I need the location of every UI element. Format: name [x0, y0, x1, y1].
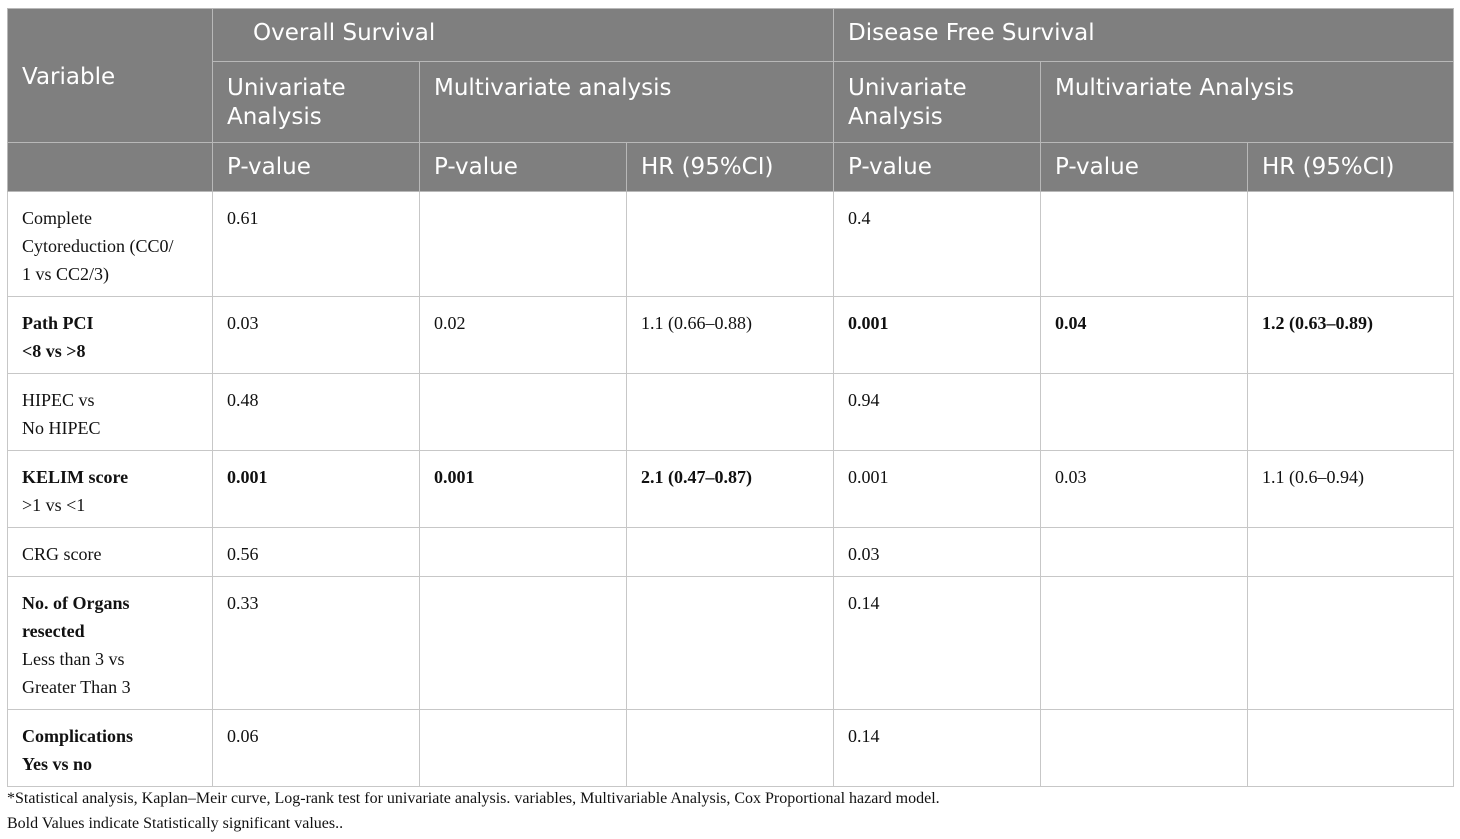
variable-line: No. of Organs	[22, 593, 130, 613]
dfs-multivariate-p-cell	[1041, 374, 1248, 451]
dfs-hr-cell	[1248, 374, 1454, 451]
header-os-uni-p: P-value	[213, 143, 420, 192]
variable-line: Complete	[22, 208, 92, 228]
dfs-multivariate-p-cell	[1041, 192, 1248, 297]
variable-line: Cytoreduction (CC0/	[22, 236, 174, 256]
table-header	[8, 9, 1454, 192]
dfs-multivariate-p-cell	[1041, 710, 1248, 787]
os-hr-cell	[627, 192, 834, 297]
variable-line: CRG score	[22, 544, 102, 564]
header-dfs-hr: HR (95%CI)	[1248, 143, 1454, 192]
os-hr-cell: 2.1 (0.47–0.87)	[627, 451, 834, 528]
variable-line: Complications	[22, 726, 134, 746]
os-hr-cell	[627, 528, 834, 577]
dfs-multivariate-p-cell	[1041, 528, 1248, 577]
header-os-multi-p: P-value	[420, 143, 627, 192]
header-dfs-uni-p: P-value	[834, 143, 1041, 192]
variable-line: HIPEC vs	[22, 390, 95, 410]
table-row	[8, 710, 1454, 787]
header-dfs-multi-p: P-value	[1041, 143, 1248, 192]
dfs-multivariate-p-cell	[1041, 577, 1248, 710]
dfs-hr-cell	[1248, 710, 1454, 787]
os-univariate-p-cell: 0.48	[213, 374, 420, 451]
variable-line: KELIM score	[22, 467, 129, 487]
os-hr-cell	[627, 577, 834, 710]
dfs-univariate-p-cell: 0.94	[834, 374, 1041, 451]
variable-cell	[8, 192, 213, 297]
os-multivariate-p-cell	[420, 192, 627, 297]
variable-cell	[8, 451, 213, 528]
results-table-container	[7, 8, 1453, 787]
dfs-univariate-p-cell: 0.4	[834, 192, 1041, 297]
variable-line: 1 vs CC2/3)	[22, 264, 110, 284]
os-multivariate-p-cell	[420, 374, 627, 451]
os-hr-cell	[627, 374, 834, 451]
variable-line: <8 vs >8	[22, 341, 86, 361]
os-univariate-p-cell: 0.56	[213, 528, 420, 577]
header-os-hr: HR (95%CI)	[627, 143, 834, 192]
variable-cell	[8, 528, 213, 577]
variable-cell	[8, 374, 213, 451]
dfs-univariate-p-cell: 0.03	[834, 528, 1041, 577]
variable-line: Less than 3 vs	[22, 649, 125, 669]
os-multivariate-p-cell	[420, 577, 627, 710]
dfs-univariate-p-cell: 0.14	[834, 710, 1041, 787]
os-hr-cell	[627, 710, 834, 787]
table-row	[8, 528, 1454, 577]
dfs-hr-cell	[1248, 577, 1454, 710]
header-overall-survival: Overall Survival	[213, 9, 834, 62]
variable-cell	[8, 297, 213, 374]
variable-line: Yes vs no	[22, 754, 93, 774]
os-multivariate-p-cell	[420, 710, 627, 787]
footnote-statistical-methods: *Statistical analysis, Kaplan–Meir curve, Log-rank test for univariate analysis. variables, Multivariable Analysis, Cox Proportional hazard model.	[7, 790, 940, 807]
variable-line: No HIPEC	[22, 418, 101, 438]
table-body	[8, 192, 1454, 787]
table-footnotes	[7, 786, 1453, 836]
variable-line: Greater Than 3	[22, 677, 131, 697]
table-row	[8, 374, 1454, 451]
dfs-hr-cell: 1.1 (0.6–0.94)	[1248, 451, 1454, 528]
os-univariate-p-cell: 0.06	[213, 710, 420, 787]
os-multivariate-p-cell	[420, 528, 627, 577]
os-univariate-p-cell: 0.33	[213, 577, 420, 710]
os-multivariate-p-cell: 0.02	[420, 297, 627, 374]
variable-line: resected	[22, 621, 85, 641]
footnote-bold-values: Bold Values indicate Statistically significant values..	[7, 815, 344, 832]
survival-analysis-table	[7, 8, 1454, 787]
dfs-multivariate-p-cell: 0.03	[1041, 451, 1248, 528]
table-row	[8, 451, 1454, 528]
table-row	[8, 297, 1454, 374]
header-variable: Variable	[8, 9, 213, 143]
header-variable-blank	[8, 143, 213, 192]
os-multivariate-p-cell: 0.001	[420, 451, 627, 528]
variable-cell	[8, 710, 213, 787]
variable-line: Path PCI	[22, 313, 94, 333]
variable-line: >1 vs <1	[22, 495, 86, 515]
dfs-univariate-p-cell: 0.001	[834, 451, 1041, 528]
dfs-hr-cell	[1248, 528, 1454, 577]
header-dfs-univariate: Univariate Analysis	[834, 62, 1041, 143]
table-row	[8, 192, 1454, 297]
os-univariate-p-cell: 0.61	[213, 192, 420, 297]
header-os-univariate: Univariate Analysis	[213, 62, 420, 143]
os-univariate-p-cell: 0.03	[213, 297, 420, 374]
dfs-hr-cell: 1.2 (0.63–0.89)	[1248, 297, 1454, 374]
dfs-univariate-p-cell: 0.14	[834, 577, 1041, 710]
variable-cell	[8, 577, 213, 710]
header-os-multivariate: Multivariate analysis	[420, 62, 834, 143]
header-dfs-multivariate: Multivariate Analysis	[1041, 62, 1454, 143]
header-disease-free-survival: Disease Free Survival	[834, 9, 1454, 62]
os-hr-cell: 1.1 (0.66–0.88)	[627, 297, 834, 374]
table-row	[8, 577, 1454, 710]
dfs-multivariate-p-cell: 0.04	[1041, 297, 1248, 374]
dfs-univariate-p-cell: 0.001	[834, 297, 1041, 374]
os-univariate-p-cell: 0.001	[213, 451, 420, 528]
dfs-hr-cell	[1248, 192, 1454, 297]
